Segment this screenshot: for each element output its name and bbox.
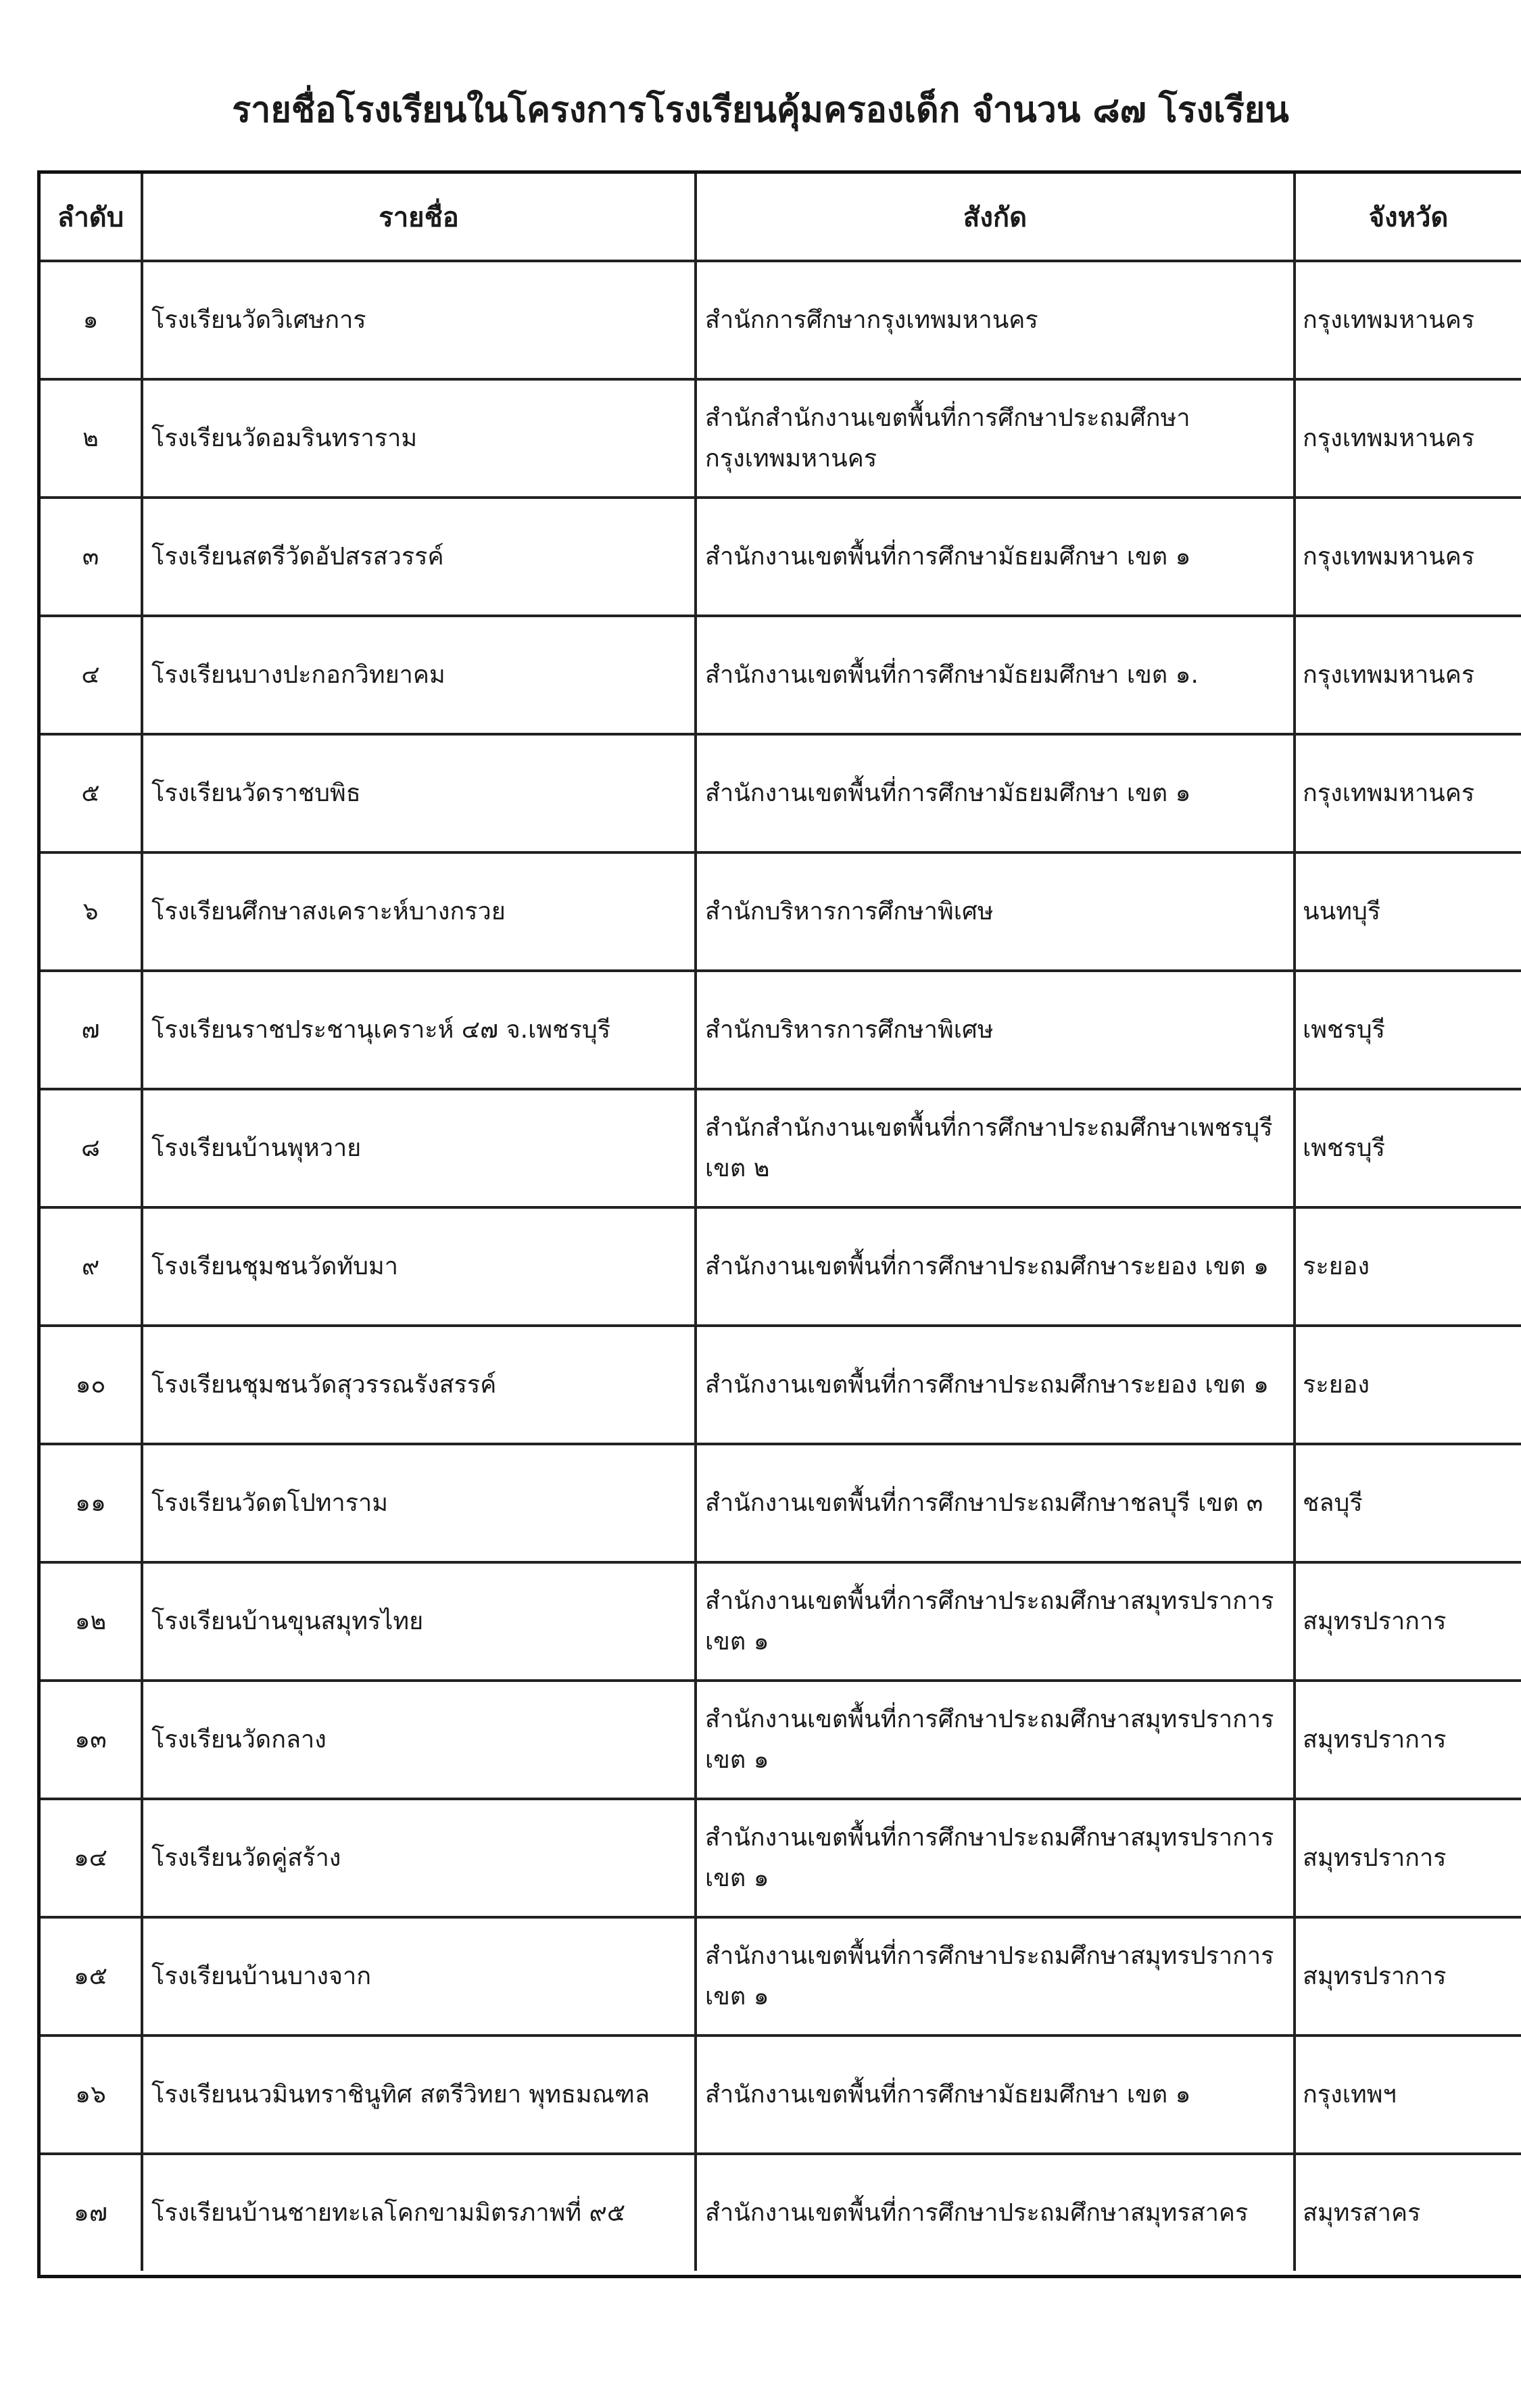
row-affiliation [696,498,1295,616]
table-row [41,1681,1521,1799]
row-province: กรุงเทพมหานคร [1295,261,1521,379]
row-affiliation [696,1089,1295,1207]
affiliation-line: สำนักงานเขตพื้นที่การศึกษามัธยมศึกษา เขต ๑ [705,779,1191,807]
row-affiliation [696,971,1295,1089]
affiliation-line: สำนักบริหารการศึกษาพิเศษ [705,897,994,925]
row-school-name: โรงเรียนวัดตโปทาราม [142,1444,696,1562]
row-school-name: โรงเรียนบ้านชายทะเลโคกขามมิตรภาพที่ ๙๕ [142,2154,696,2271]
document-title: รายชื่อโรงเรียนในโครงการโรงเรียนคุ้มครองเด็ก จำนวน ๘๗ โรงเรียน [232,90,1289,130]
table-row [41,2154,1521,2271]
row-province: สมุทรปราการ [1295,1681,1521,1799]
table-row [41,971,1521,1089]
row-affiliation [696,1799,1295,1917]
row-school-name: โรงเรียนบ้านบางจาก [142,1917,696,2036]
row-affiliation [696,2154,1295,2271]
table-row [41,734,1521,852]
row-order-number: ๒ [41,379,142,498]
row-order-number: ๙ [41,1207,142,1326]
row-order-number: ๓ [41,498,142,616]
table-row [41,1917,1521,2036]
row-affiliation [696,852,1295,971]
row-affiliation [696,1444,1295,1562]
row-order-number: ๗ [41,971,142,1089]
row-school-name: โรงเรียนบ้านพุหวาย [142,1089,696,1207]
affiliation-line: กรุงเทพมหานคร [705,444,877,473]
row-school-name: โรงเรียนชุมชนวัดสุวรรณรังสรรค์ [142,1326,696,1444]
school-list-table [37,170,1521,2278]
table-row [41,616,1521,734]
row-province: สมุทรปราการ [1295,1799,1521,1917]
row-affiliation [696,616,1295,734]
school-table [41,174,1521,2271]
affiliation-line: สำนักงานเขตพื้นที่การศึกษาประถมศึกษาสมุทรปราการ [705,1705,1274,1733]
row-province: เพชรบุรี [1295,1089,1521,1207]
row-province: เพชรบุรี [1295,971,1521,1089]
row-school-name: โรงเรียนบางปะกอกวิทยาคม [142,616,696,734]
row-province: ระยอง [1295,1326,1521,1444]
row-order-number: ๕ [41,734,142,852]
row-province: สมุทรปราการ [1295,1562,1521,1681]
table-row [41,1326,1521,1444]
row-school-name: โรงเรียนวัดวิเศษการ [142,261,696,379]
row-school-name: โรงเรียนราชประชานุเคราะห์ ๔๗ จ.เพชรบุรี [142,971,696,1089]
affiliation-line: สำนักงานเขตพื้นที่การศึกษาประถมศึกษาระยอง เขต ๑ [705,1370,1269,1399]
affiliation-line: สำนักงานเขตพื้นที่การศึกษาประถมศึกษาสมุทรปราการ [705,1823,1274,1852]
row-school-name: โรงเรียนวัดอมรินทราราม [142,379,696,498]
row-province: ชลบุรี [1295,1444,1521,1562]
row-affiliation [696,1917,1295,2036]
row-affiliation [696,1207,1295,1326]
row-order-number: ๑๒ [41,1562,142,1681]
row-school-name: โรงเรียนนวมินทราชินูทิศ สตรีวิทยา พุทธมณฑล [142,2036,696,2154]
header-order: ลำดับ [41,174,142,261]
affiliation-line: สำนักบริหารการศึกษาพิเศษ [705,1015,994,1044]
row-affiliation [696,379,1295,498]
affiliation-line: เขต ๒ [705,1154,770,1182]
affiliation-line: สำนักงานเขตพื้นที่การศึกษามัธยมศึกษา เขต ๑ [705,542,1191,571]
row-order-number: ๖ [41,852,142,971]
affiliation-line: สำนักงานเขตพื้นที่การศึกษาประถมศึกษาสมุทรปราการ [705,1942,1274,1970]
affiliation-line: สำนักงานเขตพื้นที่การศึกษามัธยมศึกษา เขต ๑ [705,2080,1191,2109]
row-affiliation [696,1681,1295,1799]
affiliation-line: สำนักงานเขตพื้นที่การศึกษาประถมศึกษาสมุทรปราการ [705,1587,1274,1615]
row-affiliation [696,261,1295,379]
row-province: กรุงเทพมหานคร [1295,498,1521,616]
row-province: ระยอง [1295,1207,1521,1326]
row-province: กรุงเทพมหานคร [1295,734,1521,852]
row-province: สมุทรปราการ [1295,1917,1521,2036]
row-order-number: ๔ [41,616,142,734]
row-province: กรุงเทพมหานคร [1295,379,1521,498]
table-row [41,1207,1521,1326]
table-row [41,1089,1521,1207]
affiliation-line: สำนักการศึกษากรุงเทพมหานคร [705,306,1038,334]
table-row [41,261,1521,379]
affiliation-line: สำนักงานเขตพื้นที่การศึกษามัธยมศึกษา เขต ๑. [705,660,1199,689]
row-school-name: โรงเรียนสตรีวัดอัปสรสวรรค์ [142,498,696,616]
table-header-row [41,174,1521,261]
table-row [41,1799,1521,1917]
affiliation-line: สำนักสำนักงานเขตพื้นที่การศึกษาประถมศึกษาเพชรบุรี [705,1113,1273,1142]
row-order-number: ๑ [41,261,142,379]
row-school-name: โรงเรียนศึกษาสงเคราะห์บางกรวย [142,852,696,971]
affiliation-line: สำนักงานเขตพื้นที่การศึกษาประถมศึกษาชลบุรี เขต ๓ [705,1489,1263,1517]
row-order-number: ๑๑ [41,1444,142,1562]
row-order-number: ๘ [41,1089,142,1207]
affiliation-line: เขต ๑ [705,1627,769,1656]
header-name: รายชื่อ [142,174,696,261]
affiliation-line: เขต ๑ [705,1745,769,1774]
row-order-number: ๑๗ [41,2154,142,2271]
row-school-name: โรงเรียนวัดกลาง [142,1681,696,1799]
affiliation-line: สำนักงานเขตพื้นที่การศึกษาประถมศึกษาสมุทรสาคร [705,2198,1249,2227]
row-province: กรุงเทพมหานคร [1295,616,1521,734]
row-school-name: โรงเรียนวัดคู่สร้าง [142,1799,696,1917]
table-row [41,1444,1521,1562]
table-row [41,2036,1521,2154]
row-school-name: โรงเรียนบ้านขุนสมุทรไทย [142,1562,696,1681]
table-row [41,1562,1521,1681]
row-affiliation [696,1326,1295,1444]
row-province: นนทบุรี [1295,852,1521,971]
row-school-name: โรงเรียนวัดราชบพิธ [142,734,696,852]
row-affiliation [696,734,1295,852]
header-affiliation: สังกัด [696,174,1295,261]
affiliation-line: เขต ๑ [705,1982,769,2010]
affiliation-line: เขต ๑ [705,1864,769,1892]
row-school-name: โรงเรียนชุมชนวัดทับมา [142,1207,696,1326]
row-province: กรุงเทพฯ [1295,2036,1521,2154]
table-row [41,379,1521,498]
row-province: สมุทรสาคร [1303,2198,1421,2227]
table-row [41,498,1521,616]
table-row [41,852,1521,971]
affiliation-line: สำนักงานเขตพื้นที่การศึกษาประถมศึกษาระยอง เขต ๑ [705,1252,1269,1280]
row-order-number: ๑๖ [41,2036,142,2154]
header-province: จังหวัด [1295,174,1521,261]
row-order-number: ๑๔ [41,1799,142,1917]
row-order-number: ๑๕ [41,1917,142,2036]
row-affiliation [696,1562,1295,1681]
row-order-number: ๑๓ [41,1681,142,1799]
affiliation-line: สำนักสำนักงานเขตพื้นที่การศึกษาประถมศึกษา [705,404,1190,432]
row-affiliation [696,2036,1295,2154]
row-order-number: ๑๐ [41,1326,142,1444]
